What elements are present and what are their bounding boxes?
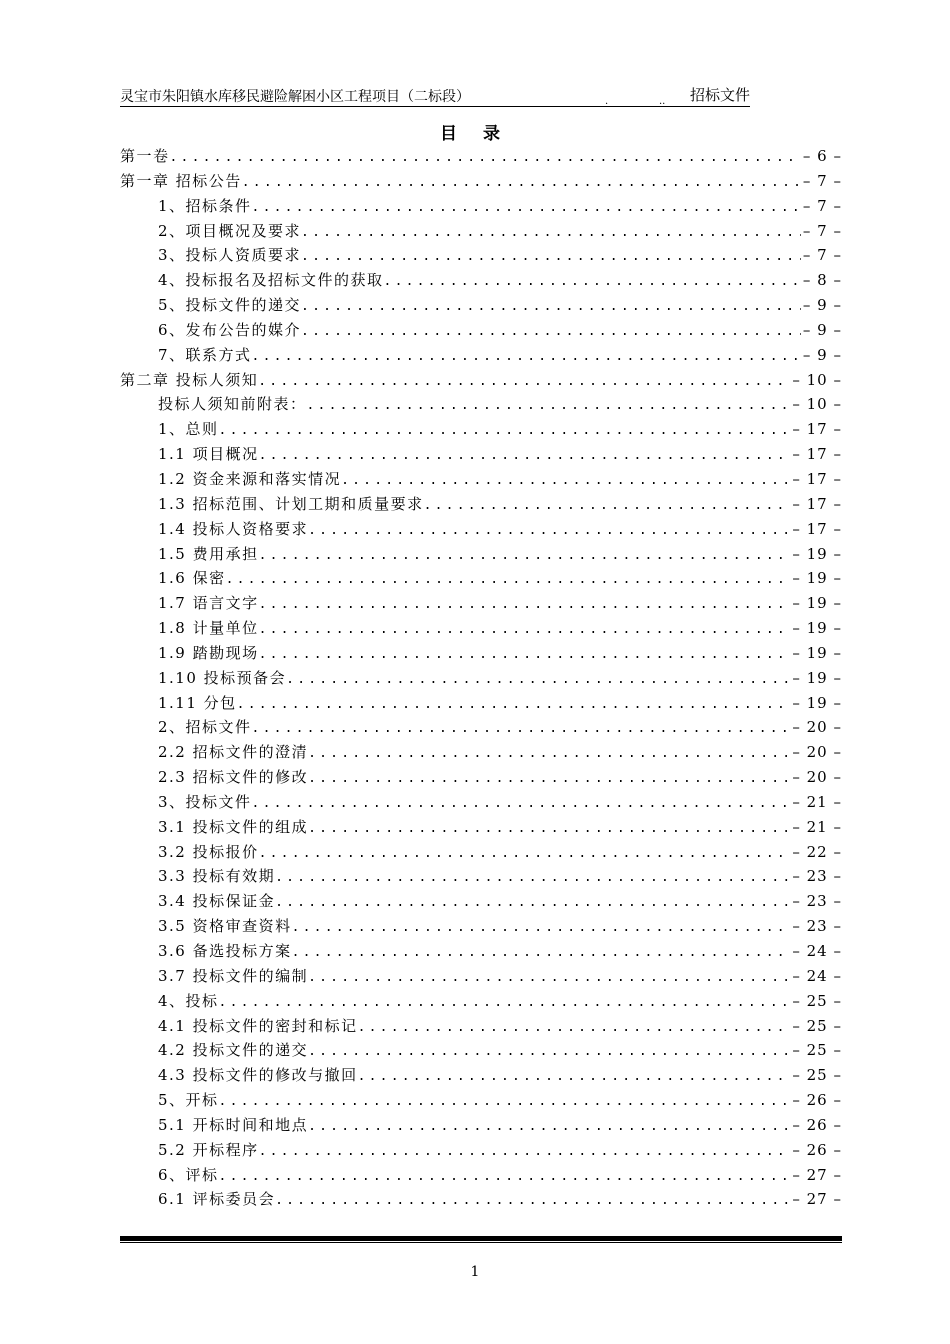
toc-dot-leader xyxy=(384,270,801,293)
toc-entry[interactable] xyxy=(120,616,842,641)
toc-entry-label: 3.5 资格审查资料 xyxy=(158,917,292,936)
toc-entry-page: – 7 – xyxy=(802,221,842,240)
toc-dot-leader xyxy=(308,1040,790,1063)
toc-entry[interactable] xyxy=(120,715,842,740)
toc-entry-page: – 19 – xyxy=(792,643,842,662)
toc-entry-page: – 17 – xyxy=(792,445,842,464)
toc-entry-page: – 20 – xyxy=(792,768,842,787)
toc-dot-leader xyxy=(341,469,790,492)
toc-entry-label: 1.5 费用承担 xyxy=(158,544,259,563)
toc-dot-leader xyxy=(275,891,790,914)
footer-rule xyxy=(120,1236,842,1241)
toc-dot-leader xyxy=(424,494,791,517)
toc-entry-page: – 25 – xyxy=(792,1041,842,1060)
toc-entry[interactable] xyxy=(120,1063,842,1088)
header-project-name: 灵宝市朱阳镇水库移民避险解困小区工程项目（二标段） xyxy=(120,89,470,105)
toc-entry[interactable] xyxy=(120,566,842,591)
toc-entry-page: – 19 – xyxy=(792,619,842,638)
toc-entry-page: – 25 – xyxy=(792,991,842,1010)
toc-entry[interactable] xyxy=(120,691,842,716)
toc-entry[interactable] xyxy=(120,417,842,442)
toc-entry-page: – 8 – xyxy=(802,271,842,290)
toc-entry[interactable] xyxy=(120,169,842,194)
toc-entry-label: 4.1 投标文件的密封和标记 xyxy=(158,1016,358,1035)
toc-entry-page: – 22 – xyxy=(792,842,842,861)
toc-entry[interactable] xyxy=(120,666,842,691)
toc-entry-page: – 25 – xyxy=(792,1016,842,1035)
toc-dot-leader xyxy=(286,668,790,691)
toc-entry[interactable] xyxy=(120,492,842,517)
toc-entry[interactable] xyxy=(120,864,842,889)
toc-entry[interactable] xyxy=(120,914,842,939)
toc-dot-leader xyxy=(358,1065,791,1088)
toc-entry-label: 第二章 投标人须知 xyxy=(120,370,259,389)
toc-entry-page: – 26 – xyxy=(792,1091,842,1110)
toc-dot-leader xyxy=(358,1016,791,1039)
toc-dot-leader xyxy=(259,618,791,641)
toc-dot-leader xyxy=(301,245,801,268)
toc-entry-page: – 21 – xyxy=(792,817,842,836)
toc-dot-leader xyxy=(259,842,791,865)
toc-entry-label: 4.3 投标文件的修改与撤回 xyxy=(158,1066,358,1085)
toc-entry-page: – 19 – xyxy=(792,693,842,712)
toc-entry-page: – 10 – xyxy=(792,395,842,414)
toc-entry-label: 1.3 招标范围、计划工期和质量要求 xyxy=(158,494,424,513)
toc-entry-label: 7、联系方式 xyxy=(158,345,252,364)
toc-entry-page: – 17 – xyxy=(792,420,842,439)
toc-entry-page: – 7 – xyxy=(802,196,842,215)
toc-dot-leader xyxy=(301,320,801,343)
toc-dot-leader xyxy=(226,568,791,591)
toc-entry[interactable] xyxy=(120,144,842,169)
toc-entry-page: – 19 – xyxy=(792,569,842,588)
toc-entry-label: 1.4 投标人资格要求 xyxy=(158,519,309,538)
toc-entry[interactable] xyxy=(120,591,842,616)
toc-dot-leader xyxy=(308,519,790,542)
header-dot: .. xyxy=(659,96,666,107)
toc-entry[interactable] xyxy=(120,194,842,219)
toc-entry[interactable] xyxy=(120,939,842,964)
running-header xyxy=(120,86,750,107)
toc-entry-label: 第一章 招标公告 xyxy=(120,171,242,190)
toc-entry-page: – 24 – xyxy=(792,942,842,960)
toc-dot-leader xyxy=(301,295,801,318)
toc-entry-page: – 24 – xyxy=(792,966,842,985)
toc-entry-label: 3.3 投标有效期 xyxy=(158,867,276,886)
toc-entry-label: 1.10 投标预备会 xyxy=(158,668,287,687)
toc-entry[interactable] xyxy=(120,840,842,865)
toc-entry-label: 5.2 开标程序 xyxy=(158,1140,259,1159)
toc-entry[interactable] xyxy=(120,1187,842,1212)
toc-entry-page: – 23 – xyxy=(792,867,842,886)
toc-entry-page: – 7 – xyxy=(802,246,842,265)
footer-rule-thin xyxy=(120,1242,842,1243)
toc-dot-leader xyxy=(252,196,801,219)
toc-entry[interactable] xyxy=(120,964,842,989)
toc-entry-label: 1.8 计量单位 xyxy=(158,619,259,638)
toc-entry-page: – 19 – xyxy=(792,594,842,613)
toc-entry[interactable] xyxy=(120,1088,842,1113)
toc-entry-label: 5、投标文件的递交 xyxy=(158,296,302,315)
toc-entry-label: 2、招标文件 xyxy=(158,718,252,737)
toc-dot-leader xyxy=(292,916,791,939)
toc-entry-page: – 27 – xyxy=(792,1190,842,1209)
toc-dot-leader xyxy=(252,792,791,815)
toc-entry-page: – 9 – xyxy=(802,345,842,364)
toc-entry-label: 3、投标人资质要求 xyxy=(158,246,302,265)
toc-entry[interactable] xyxy=(120,517,842,542)
toc-entry-page: – 17 – xyxy=(792,469,842,488)
toc-entry[interactable] xyxy=(120,765,842,790)
toc-dot-leader xyxy=(308,966,790,989)
toc-entry[interactable] xyxy=(120,467,842,492)
toc-entry[interactable] xyxy=(120,989,842,1014)
toc-entry[interactable] xyxy=(120,815,842,840)
toc-entry[interactable] xyxy=(120,268,842,293)
toc-dot-leader xyxy=(219,419,791,442)
toc-entry-label: 1.9 踏勘现场 xyxy=(158,643,259,662)
toc-dot-leader xyxy=(308,742,790,765)
toc-entry[interactable] xyxy=(120,442,842,467)
toc-entry-page: – 26 – xyxy=(792,1115,842,1134)
toc-dot-leader xyxy=(308,767,790,790)
toc-entry-page: – 23 – xyxy=(792,892,842,911)
toc-dot-leader xyxy=(259,544,791,567)
toc-entry-label: 4.2 投标文件的递交 xyxy=(158,1041,309,1060)
header-dot: . xyxy=(605,96,609,107)
toc-entry[interactable] xyxy=(120,641,842,666)
toc-entry-label: 3.7 投标文件的编制 xyxy=(158,966,309,985)
toc-entry[interactable] xyxy=(120,889,842,914)
toc-entry-label: 1.6 保密 xyxy=(158,569,226,588)
toc-dot-leader xyxy=(242,171,801,194)
toc-entry-page: – 27 – xyxy=(792,1165,842,1184)
page-number: 1 xyxy=(470,1264,480,1280)
toc-entry-label: 1.2 资金来源和落实情况 xyxy=(158,469,342,488)
toc-entry-label: 6、发布公告的媒介 xyxy=(158,320,302,339)
toc-entry-page: – 19 – xyxy=(792,544,842,563)
toc-entry-label: 2.2 招标文件的澄清 xyxy=(158,743,309,762)
toc-entry-label: 3.6 备选投标方案 xyxy=(158,942,292,960)
toc-entry-page: – 6 – xyxy=(802,147,842,165)
toc-dot-leader xyxy=(258,370,790,393)
toc-entry[interactable] xyxy=(120,243,842,268)
toc-entry[interactable] xyxy=(120,1014,842,1039)
toc-entry-label: 2、项目概况及要求 xyxy=(158,221,302,240)
toc-entry-label: 3.1 投标文件的组成 xyxy=(158,817,309,836)
toc-entry-label: 3.2 投标报价 xyxy=(158,842,259,861)
toc-entry[interactable] xyxy=(120,1038,842,1063)
toc-entry[interactable] xyxy=(120,392,842,417)
toc-entry-label: 第一卷 xyxy=(120,147,170,165)
toc-entry[interactable] xyxy=(120,740,842,765)
toc-entry-label: 1.7 语言文字 xyxy=(158,594,259,613)
toc-dot-leader xyxy=(275,866,790,889)
toc-entry-label: 1.1 项目概况 xyxy=(158,445,259,464)
toc-dot-leader xyxy=(292,941,791,964)
toc-entry-page: – 10 – xyxy=(792,370,842,389)
toc-entry[interactable] xyxy=(120,1138,842,1163)
toc-dot-leader xyxy=(252,345,801,368)
toc-entry-label: 3、投标文件 xyxy=(158,792,252,811)
toc-entry-page: – 25 – xyxy=(792,1066,842,1085)
toc-dot-leader xyxy=(259,593,791,616)
toc-entry-label: 5.1 开标时间和地点 xyxy=(158,1115,309,1134)
toc-entry-label: 4、投标报名及招标文件的获取 xyxy=(158,271,384,290)
toc-entry[interactable] xyxy=(120,219,842,244)
toc-entry-page: – 9 – xyxy=(802,320,842,339)
toc-dot-leader xyxy=(252,717,791,740)
toc-entry[interactable] xyxy=(120,293,842,318)
toc-entry[interactable] xyxy=(120,368,842,393)
toc-dot-leader xyxy=(308,817,790,840)
toc-entry-label: 5、开标 xyxy=(158,1091,219,1110)
toc-entry[interactable] xyxy=(120,542,842,567)
toc-entry-label: 投标人须知前附表： xyxy=(158,395,307,414)
toc-entry-page: – 20 – xyxy=(792,743,842,762)
toc-entry[interactable] xyxy=(120,790,842,815)
toc-entry-page: – 20 – xyxy=(792,718,842,737)
toc-dot-leader xyxy=(170,146,801,169)
toc-entry-page: – 7 – xyxy=(802,171,842,190)
toc-dot-leader xyxy=(219,1165,791,1188)
toc-entry-page: – 26 – xyxy=(792,1140,842,1159)
toc-entry-page: – 19 – xyxy=(792,668,842,687)
toc-entry-page: – 21 – xyxy=(792,792,842,811)
toc-entry[interactable] xyxy=(120,1163,842,1188)
toc-dot-leader xyxy=(259,643,791,666)
toc-entry-page: – 23 – xyxy=(792,917,842,936)
toc-dot-leader xyxy=(275,1189,790,1212)
toc-dot-leader xyxy=(259,444,791,467)
table-of-contents xyxy=(120,144,842,1212)
toc-entry-label: 3.4 投标保证金 xyxy=(158,892,276,911)
toc-dot-leader xyxy=(308,1115,790,1138)
toc-entry[interactable] xyxy=(120,318,842,343)
toc-entry-label: 1、招标条件 xyxy=(158,196,252,215)
toc-dot-leader xyxy=(259,1140,791,1163)
toc-entry-label: 4、投标 xyxy=(158,991,219,1010)
toc-dot-leader xyxy=(301,221,801,244)
toc-entry[interactable] xyxy=(120,343,842,368)
toc-entry-label: 2.3 招标文件的修改 xyxy=(158,768,309,787)
toc-entry-label: 6.1 评标委员会 xyxy=(158,1190,276,1209)
toc-entry[interactable] xyxy=(120,1113,842,1138)
toc-entry-label: 6、评标 xyxy=(158,1165,219,1184)
toc-title: 目 录 xyxy=(440,124,510,144)
toc-entry-label: 1、总则 xyxy=(158,420,219,439)
toc-dot-leader xyxy=(219,991,791,1014)
toc-dot-leader xyxy=(307,394,791,417)
toc-entry-label: 1.11 分包 xyxy=(158,693,237,712)
toc-dot-leader xyxy=(237,693,791,716)
toc-entry-page: – 17 – xyxy=(792,519,842,538)
toc-dot-leader xyxy=(219,1090,791,1113)
toc-entry-page: – 17 – xyxy=(792,494,842,513)
toc-entry-page: – 9 – xyxy=(802,296,842,315)
header-doc-type: 招标文件 xyxy=(689,86,750,104)
